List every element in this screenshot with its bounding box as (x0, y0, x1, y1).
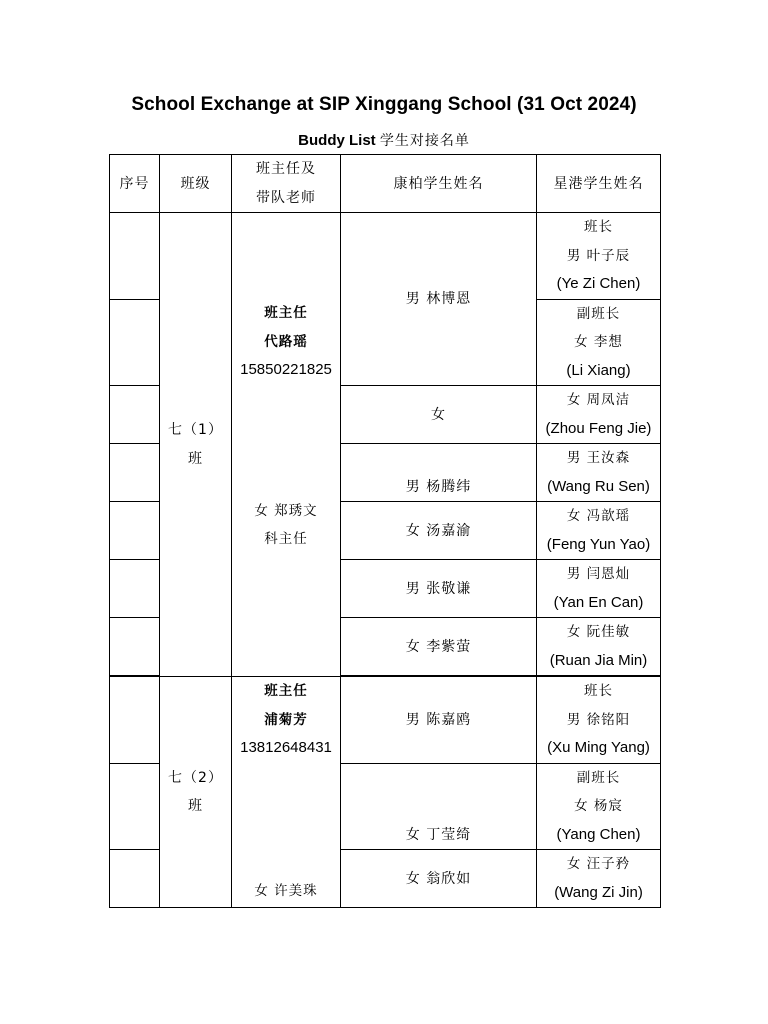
page-title: School Exchange at SIP Xinggang School (31 Oct 2024) (131, 94, 637, 115)
xinggang-student-pinyin: (Ye Zi Chen) (556, 275, 641, 292)
xinggang-student-name: 男 王汝森 (566, 450, 631, 466)
xinggang-role: 班长 (584, 219, 613, 235)
head-teacher-name: 浦菊芳 (264, 711, 308, 728)
xinggang-student-name: 女 杨宸 (574, 798, 623, 814)
kangbai-student: 男 林博恩 (405, 291, 472, 307)
kangbai-student-cell (341, 763, 537, 850)
kangbai-student: 女 李紫萤 (405, 638, 472, 655)
kangbai-student-cell (341, 677, 537, 764)
kangbai-student-cell (341, 502, 537, 560)
class-suffix: 班 (188, 450, 203, 467)
xinggang-student-cell (537, 618, 661, 676)
assistant-teacher-name: 女 许美珠 (254, 882, 318, 899)
assistant-teacher-name: 女 郑琇文 (254, 502, 318, 519)
xinggang-student-cell (537, 386, 661, 444)
xinggang-student-pinyin: (Wang Ru Sen) (547, 477, 650, 495)
xinggang-student-pinyin: (Xu Ming Yang) (547, 739, 650, 756)
row-number-cell (110, 850, 160, 908)
row-number-cell (110, 763, 160, 850)
xinggang-student-cell (537, 444, 661, 502)
xinggang-student-cell (537, 502, 661, 560)
row-number-cell (110, 502, 160, 560)
xinggang-student-name: 男 叶子辰 (566, 247, 631, 264)
xinggang-student-pinyin: (Ruan Jia Min) (549, 651, 648, 669)
kangbai-student-cell (341, 850, 537, 908)
kangbai-student-cell (341, 560, 537, 618)
teacher-cell (232, 213, 341, 677)
table-header-row (110, 155, 661, 213)
head-teacher-label: 班主任 (264, 305, 308, 321)
row-number-cell (110, 677, 160, 764)
kangbai-student: 女 翁欣如 (405, 870, 472, 887)
xinggang-student-cell (537, 213, 661, 300)
row-number-cell (110, 444, 160, 502)
xinggang-student-cell (537, 560, 661, 618)
head-teacher-phone: 15850221825 (240, 361, 332, 378)
subtitle-en: Buddy List (298, 132, 376, 149)
table-subtitle (0, 130, 768, 150)
kangbai-student: 女 汤嘉渝 (405, 522, 472, 539)
xinggang-student-name: 女 冯歆瑶 (566, 508, 631, 524)
class-cell (160, 677, 232, 908)
row-number-cell (110, 213, 160, 300)
xinggang-student-cell (537, 677, 661, 764)
table-row (110, 213, 661, 300)
buddy-table (109, 154, 661, 908)
xinggang-role: 班长 (584, 683, 613, 699)
kangbai-student-cell (341, 386, 537, 444)
xinggang-student-name: 女 李想 (574, 334, 623, 350)
class-suffix: 班 (188, 798, 203, 814)
xinggang-student-name: 男 徐铭阳 (566, 711, 631, 728)
header-teacher (232, 155, 341, 213)
table-row (110, 677, 661, 764)
assistant-teacher-title: 科主任 (264, 531, 308, 547)
kangbai-student-cell (341, 618, 537, 676)
xinggang-student-name: 男 闫恩灿 (566, 566, 631, 582)
kangbai-student: 女 丁莹绮 (405, 826, 472, 843)
xinggang-student-name: 女 汪子矜 (566, 856, 631, 872)
xinggang-student-pinyin: (Wang Zi Jin) (554, 883, 643, 901)
class-cell (160, 213, 232, 677)
xinggang-student-pinyin: (Zhou Feng Jie) (545, 419, 652, 437)
xinggang-role: 副班长 (576, 305, 621, 322)
kangbai-student-cell (341, 213, 537, 386)
xinggang-student-name: 女 阮佳敏 (566, 624, 631, 640)
class-name: 七（1） (168, 422, 223, 438)
kangbai-student: 男 杨腾纬 (405, 478, 472, 495)
header-class: 班级 (160, 155, 232, 213)
xinggang-student-pinyin: (Li Xiang) (566, 361, 631, 379)
header-teacher-line1: 班主任及 (256, 161, 316, 177)
row-number-cell (110, 386, 160, 444)
xinggang-student-pinyin: (Feng Yun Yao) (546, 535, 651, 553)
kangbai-student: 女 (431, 406, 446, 423)
row-number-cell (110, 618, 160, 676)
class-name: 七（2） (168, 769, 223, 786)
xinggang-role: 副班长 (576, 769, 621, 786)
row-number-cell (110, 560, 160, 618)
kangbai-student-cell (341, 444, 537, 502)
header-xinggang: 星港学生姓名 (537, 155, 661, 213)
xinggang-student-pinyin: (Yang Chen) (556, 825, 641, 843)
xinggang-student-pinyin: (Yan En Can) (553, 593, 644, 611)
xinggang-student-cell (537, 299, 661, 386)
teacher-cell (232, 677, 341, 908)
kangbai-student: 男 陈嘉鸥 (405, 711, 472, 728)
head-teacher-label: 班主任 (264, 683, 308, 699)
subtitle-zh: 学生对接名单 (379, 133, 470, 149)
header-kangbai: 康柏学生姓名 (341, 155, 537, 213)
head-teacher-phone: 13812648431 (240, 739, 332, 756)
xinggang-student-cell (537, 850, 661, 908)
xinggang-student-name: 女 周凤洁 (566, 392, 631, 408)
row-number-cell (110, 299, 160, 386)
head-teacher-name: 代路瑶 (264, 333, 308, 350)
header-no: 序号 (110, 155, 160, 213)
kangbai-student: 男 张敬谦 (405, 580, 472, 597)
header-teacher-line2: 带队老师 (256, 189, 316, 206)
xinggang-student-cell (537, 763, 661, 850)
